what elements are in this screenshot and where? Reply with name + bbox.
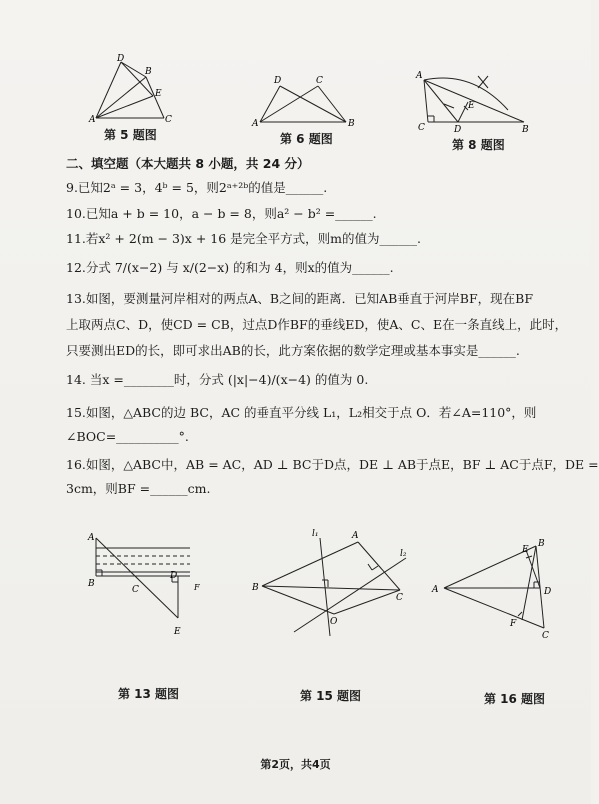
question-15-line-1: 15.如图，△ABC的边 BC，AC 的垂直平分线 L₁，L₂相交于点 O．若∠A=110°，则 <box>66 405 537 420</box>
question-13-line-1: 13.如图，要测量河岸相对的两点A、B之间的距离．已知AB垂直于河岸BF，现在BF <box>66 291 534 306</box>
figure-13-diagram <box>86 528 200 640</box>
svg-text:B: B <box>88 579 95 589</box>
figure-16-diagram <box>430 536 560 640</box>
figure-5-diagram <box>88 52 178 124</box>
figure-16-caption: 第 16 题图 <box>484 692 546 706</box>
svg-text:D: D <box>544 587 552 597</box>
svg-text:D: D <box>170 571 178 581</box>
svg-text:A: A <box>252 119 259 129</box>
svg-text:C: C <box>418 123 425 133</box>
page-footer: 第2页，共4页 <box>260 758 331 771</box>
svg-text:C: C <box>542 631 549 641</box>
svg-text:A: A <box>88 533 95 543</box>
svg-text:E: E <box>468 101 475 111</box>
question-9: 9.已知2ᵃ = 3，4ᵇ = 5，则2ᵃ⁺²ᵇ的值是______. <box>66 180 328 195</box>
svg-text:B: B <box>252 583 259 593</box>
svg-text:A: A <box>416 71 423 81</box>
figure-6-caption: 第 6 题图 <box>280 132 333 146</box>
figure-8-diagram <box>412 64 534 136</box>
svg-text:A: A <box>352 531 359 541</box>
svg-text:E: E <box>155 89 162 99</box>
question-13-line-3: 只要测出ED的长，即可求出AB的长，此方案依据的数学定理或基本事实是______. <box>66 343 520 358</box>
question-13-line-2: 上取两点C、D，使CD = CB，过点D作BF的垂线ED，使A、C、E在一条直线上，此时， <box>66 317 568 332</box>
svg-text:D: D <box>454 125 462 135</box>
svg-text:F: F <box>510 619 517 629</box>
question-11: 11.若x² + 2(m − 3)x + 16 是完全平方式，则m的值为______. <box>66 231 421 246</box>
question-12: 12.分式 7/(x−2) 与 x/(2−x) 的和为 4，则x的值为______. <box>66 260 394 275</box>
figure-6-diagram <box>250 72 360 128</box>
question-16-line-1: 16.如图，△ABC中，AB = AC，AD ⊥ BC于D点，DE ⊥ AB于点E，BF ⊥ AC于点F，DE = <box>66 457 599 472</box>
question-16-line-2: 3cm，则BF =______cm. <box>66 481 211 496</box>
svg-text:B: B <box>522 125 529 135</box>
figure-13-caption: 第 13 题图 <box>118 687 180 701</box>
svg-text:C: C <box>316 76 323 86</box>
svg-text:O: O <box>330 617 338 627</box>
svg-text:D: D <box>274 76 282 86</box>
svg-text:F: F <box>194 583 200 592</box>
svg-text:l₂: l₂ <box>400 549 407 559</box>
figure-8-caption: 第 8 题图 <box>452 138 505 152</box>
svg-text:E: E <box>522 545 529 555</box>
svg-text:B: B <box>538 539 545 549</box>
svg-text:E: E <box>174 627 181 637</box>
question-10: 10.已知a + b = 10，a − b = 8，则a² − b² =______. <box>66 206 377 221</box>
question-15-line-2: ∠BOC=__________°. <box>66 429 189 444</box>
section-heading: 二、填空题（本大题共 8 小题，共 24 分） <box>66 156 310 171</box>
svg-text:A: A <box>89 115 96 125</box>
question-14: 14. 当x =________时，分式 (|x|−4)/(x−4) 的值为 0. <box>66 372 369 387</box>
svg-text:A: A <box>432 585 439 595</box>
svg-text:B: B <box>348 119 355 129</box>
svg-text:C: C <box>396 593 403 603</box>
svg-text:C: C <box>165 115 172 125</box>
svg-text:B: B <box>145 67 152 77</box>
figure-15-caption: 第 15 题图 <box>300 689 362 703</box>
svg-text:C: C <box>132 585 139 595</box>
svg-text:D: D <box>117 54 125 64</box>
figure-5-caption: 第 5 题图 <box>104 128 157 142</box>
svg-text:l₁: l₁ <box>312 529 319 539</box>
figure-15-diagram <box>250 520 420 640</box>
